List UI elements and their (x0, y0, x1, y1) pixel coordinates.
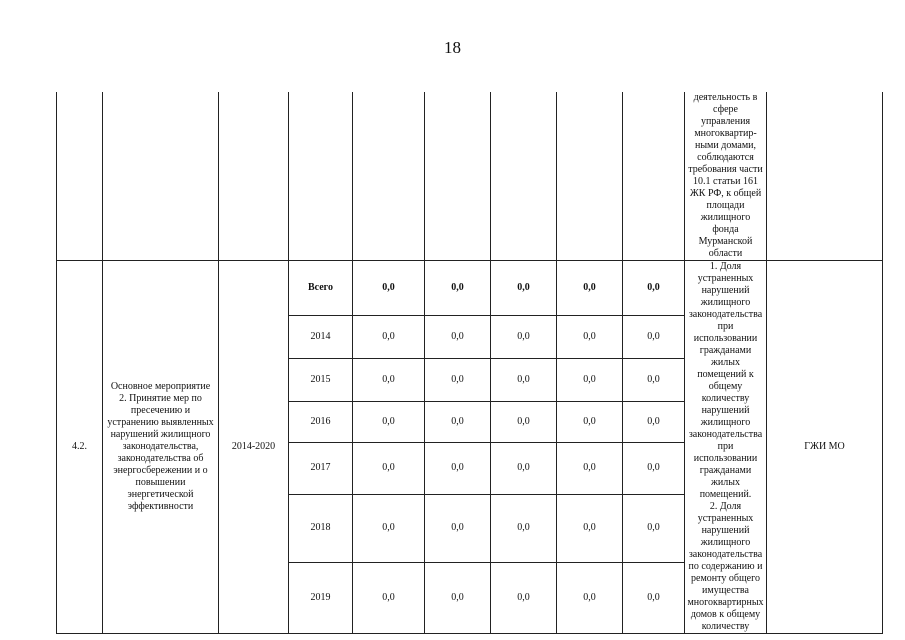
executor: ГЖИ МО (767, 261, 883, 634)
activity-name-line: нарушений жилищного (110, 429, 211, 440)
indicator-text-line: многоквартирных (687, 597, 764, 608)
activity-name (103, 261, 219, 634)
amount-cell: 0,0 (491, 494, 557, 562)
indicator-text-continued (685, 92, 767, 261)
indicator-text-line: ЖК РФ, к общей (689, 188, 762, 199)
activity-period: 2014-2020 (219, 261, 289, 634)
indicator-text-line: требования части (688, 164, 763, 175)
indicator-text-line: устраненных (697, 513, 754, 524)
indicator-text-line: нарушений (701, 525, 750, 536)
indicator-text-line: управления (700, 116, 751, 127)
activity-name-line: устранению выявленных (107, 417, 214, 428)
year-cell: 2016 (289, 401, 353, 442)
amount-cell: 0,0 (491, 261, 557, 316)
amount-cell-empty (353, 92, 425, 261)
amount-cell: 0,0 (353, 494, 425, 562)
amount-cell: 0,0 (557, 315, 623, 359)
year-cell: 2018 (289, 494, 353, 562)
indicator-text-line: гражданами жилых (699, 465, 752, 488)
amount-cell: 0,0 (623, 442, 685, 494)
indicator-text-line: 10.1 статьи 161 (693, 176, 758, 187)
page-number: 18 (444, 38, 461, 57)
year-cell-empty (289, 92, 353, 261)
indicator-text-line: жилищного (700, 212, 751, 223)
amount-cell-empty (425, 92, 491, 261)
amount-cell: 0,0 (425, 494, 491, 562)
indicator-text-line: ными домами, (694, 140, 757, 151)
amount-cell: 0,0 (353, 442, 425, 494)
amount-cell: 0,0 (557, 401, 623, 442)
activity-name-line: законодательства об (117, 453, 204, 464)
indicator-text-line: жилищного (700, 537, 751, 548)
indicator-text-line: помещений. (699, 489, 752, 500)
indicator-text-line: нарушений (701, 285, 750, 296)
amount-cell-empty (623, 92, 685, 261)
year-cell: 2017 (289, 442, 353, 494)
amount-cell: 0,0 (425, 442, 491, 494)
indicator-text-line: соблюдаются (697, 152, 754, 163)
amount-cell: 0,0 (623, 401, 685, 442)
indicator-text-line: домов к общему (690, 609, 761, 620)
amount-cell: 0,0 (557, 261, 623, 316)
activity-name-line: эффективности (127, 501, 194, 512)
activity-name-line: повышении (135, 477, 186, 488)
amount-cell: 0,0 (425, 359, 491, 401)
amount-cell: 0,0 (557, 359, 623, 401)
amount-cell-empty (557, 92, 623, 261)
activity-name-line: энергетической (127, 489, 194, 500)
program-table (56, 92, 883, 634)
activity-number: 4.2. (57, 261, 103, 634)
indicator-text-line: площади (706, 200, 745, 211)
amount-cell: 0,0 (353, 359, 425, 401)
amount-cell: 0,0 (353, 261, 425, 316)
indicator-text-line: области (708, 248, 743, 259)
amount-cell: 0,0 (623, 261, 685, 316)
indicator-text-line: количеству (701, 621, 750, 632)
amount-cell: 0,0 (353, 315, 425, 359)
amount-cell: 0,0 (557, 494, 623, 562)
indicator-text-line: гражданами жилых (699, 345, 752, 368)
activity-name-line: Основное мероприятие (110, 381, 211, 392)
amount-cell: 0,0 (491, 442, 557, 494)
indicator-text-line: многоквартир- (694, 128, 757, 139)
amount-cell: 0,0 (623, 494, 685, 562)
activity-name-line: законодательства, (122, 441, 199, 452)
indicator-text-line: при использовании (693, 321, 758, 344)
indicator-text-line: помещений к (697, 369, 754, 380)
amount-cell: 0,0 (491, 315, 557, 359)
indicator-text-line: жилищного (700, 297, 751, 308)
indicator-text-line: законодательства (688, 549, 763, 560)
amount-cell: 0,0 (623, 359, 685, 401)
activity-name-line: 2. Принятие мер по (119, 393, 202, 404)
total-row (57, 261, 883, 316)
amount-cell: 0,0 (425, 562, 491, 633)
year-cell: 2015 (289, 359, 353, 401)
name-cell-empty (103, 92, 219, 261)
amount-cell: 0,0 (425, 315, 491, 359)
indicator-text-line: фонда (712, 224, 739, 235)
amount-cell: 0,0 (557, 562, 623, 633)
amount-cell: 0,0 (491, 359, 557, 401)
indicator-text-line: нарушений (701, 405, 750, 416)
indicator-text-line: 1. Доля (709, 261, 742, 272)
indicator-text-line: 2. Доля (709, 501, 742, 512)
indicator-text-line: сфере (713, 104, 738, 115)
year-cell: Всего (289, 261, 353, 316)
indicator-text-line: имущества (702, 585, 749, 596)
indicator-text-line: по содержанию и (688, 561, 763, 572)
indicator-text (685, 261, 767, 634)
indicator-text-line: Мурманской (698, 236, 753, 247)
year-cell: 2014 (289, 315, 353, 359)
indicator-text-line: законодательства (688, 429, 763, 440)
executor-cell-empty (767, 92, 883, 261)
indicator-text-line: общему (708, 381, 743, 392)
indicator-text-line: при использовании (693, 441, 758, 464)
amount-cell: 0,0 (623, 562, 685, 633)
period-cell-empty (219, 92, 289, 261)
amount-cell: 0,0 (425, 261, 491, 316)
amount-cell: 0,0 (491, 401, 557, 442)
amount-cell: 0,0 (353, 562, 425, 633)
amount-cell-empty (491, 92, 557, 261)
indicator-text-line: устраненных (697, 273, 754, 284)
number-cell-empty (57, 92, 103, 261)
amount-cell: 0,0 (491, 562, 557, 633)
amount-cell: 0,0 (623, 315, 685, 359)
indicator-text-line: деятельность в (693, 92, 758, 103)
activity-name-line: пресечению и (130, 405, 191, 416)
indicator-text-line: законодательства (688, 309, 763, 320)
amount-cell: 0,0 (425, 401, 491, 442)
indicator-text-line: жилищного (700, 417, 751, 428)
indicator-text-line: количеству (701, 393, 750, 404)
activity-name-line: энергосбережении и о (113, 465, 208, 476)
indicator-text-line: ремонту общего (691, 573, 760, 584)
amount-cell: 0,0 (557, 442, 623, 494)
amount-cell: 0,0 (353, 401, 425, 442)
year-cell: 2019 (289, 562, 353, 633)
continued-row (57, 92, 883, 261)
